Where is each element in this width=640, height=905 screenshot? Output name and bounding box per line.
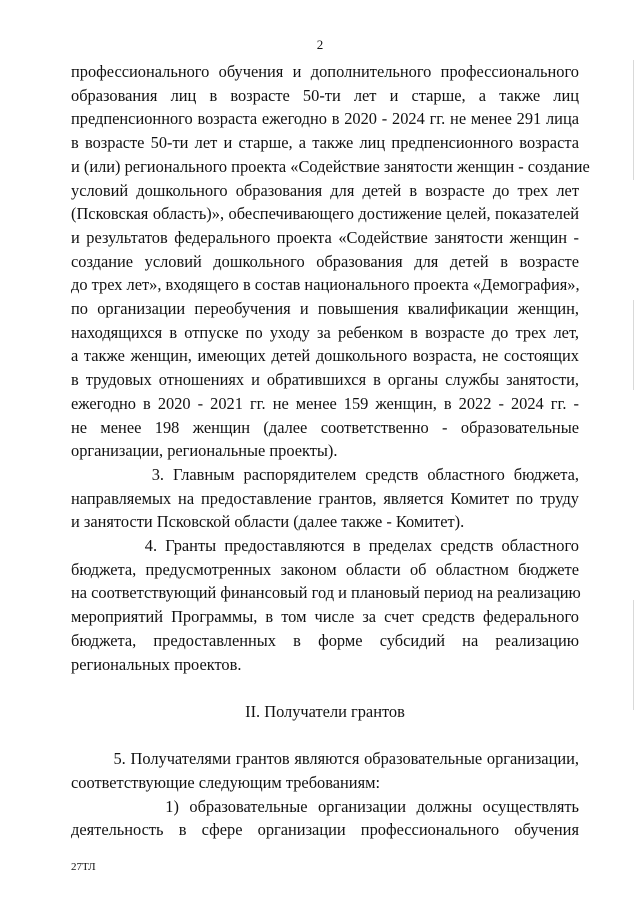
- text-line: условий дошкольного образования для детей в возрасте до трех лет: [71, 180, 579, 200]
- text-line: и занятости Псковской области (далее также - Комитет).: [71, 512, 465, 532]
- text-line: и (или) регионального проекта «Содействие занятости женщин - создание: [71, 156, 590, 176]
- text-line: находящихся в отпуске по уходу за ребенком в возрасте до трех лет,: [71, 322, 579, 342]
- text-line: а также женщин, имеющих детей дошкольного возраста, не состоящих: [71, 346, 579, 366]
- footer-code: 27ТЛ: [71, 861, 96, 873]
- text-line: 4. Гранты предоставляются в пределах средств областного: [71, 536, 579, 556]
- text-line: 3. Главным распорядителем средств областного бюджета,: [71, 464, 579, 484]
- text-line: не менее 198 женщин (далее соответственно - образовательные: [71, 417, 579, 437]
- text-line: предпенсионного возраста ежегодно в 2020 - 2024 гг. не менее 291 лица: [71, 109, 579, 129]
- section-heading: II. Получатели грантов: [245, 701, 405, 721]
- text-line: образования лиц в возрасте 50-ти лет и старше, а также лиц: [71, 85, 579, 105]
- scan-edge-mark: [633, 300, 634, 390]
- text-line: организации, региональные проекты).: [71, 441, 338, 461]
- text-line: на соответствующий финансовый год и плановый период на реализацию: [71, 583, 581, 603]
- text-line: по организации переобучения и повышения квалификации женщин,: [71, 299, 579, 319]
- text-line: 5. Получателями грантов являются образовательные организации,: [71, 749, 579, 769]
- text-line: ежегодно в 2020 - 2021 гг. не менее 159 женщин, в 2022 - 2024 гг. -: [71, 393, 579, 413]
- spacer: [71, 724, 579, 748]
- text-line: (Псковская область)», обеспечивающего достижение целей, показателей: [71, 204, 579, 224]
- text-line: мероприятий Программы, в том числе за счет средств федерального: [71, 607, 579, 627]
- page-number: 2: [316, 37, 324, 52]
- text-line: деятельность в сфере организации профессионального обучения: [71, 820, 579, 840]
- text-line: 1) образовательные организации должны осуществлять: [71, 796, 579, 816]
- scan-edge-mark: [633, 600, 634, 710]
- paragraphs-block: [71, 60, 590, 676]
- text-line: соответствующие следующим требованиям:: [71, 773, 381, 793]
- text-line: создание условий дошкольного образования для детей в возрасте: [71, 251, 579, 271]
- text-line: направляемых на предоставление грантов, является Комитет по труду: [71, 488, 579, 508]
- document-body: [71, 60, 590, 842]
- text-line: до трех лет», входящего в состав национального проекта «Демография»,: [71, 275, 580, 295]
- text-line: региональных проектов.: [71, 654, 242, 674]
- spacer: [71, 676, 579, 700]
- text-line: в возрасте 50-ти лет и старше, а также лиц предпенсионного возраста: [71, 133, 579, 153]
- text-line: профессионального обучения и дополнительного профессионального: [71, 62, 579, 81]
- paragraphs-block: [71, 747, 579, 842]
- text-line: бюджета, предусмотренных законом области об областном бюджете: [71, 559, 579, 579]
- text-line: в трудовых отношениях и обратившихся в органы службы занятости,: [71, 370, 579, 390]
- text-line: бюджета, предоставленных в форме субсидий на реализацию: [71, 630, 579, 650]
- scan-edge-mark: [633, 60, 634, 180]
- text-line: и результатов федерального проекта «Содействие занятости женщин -: [71, 227, 579, 247]
